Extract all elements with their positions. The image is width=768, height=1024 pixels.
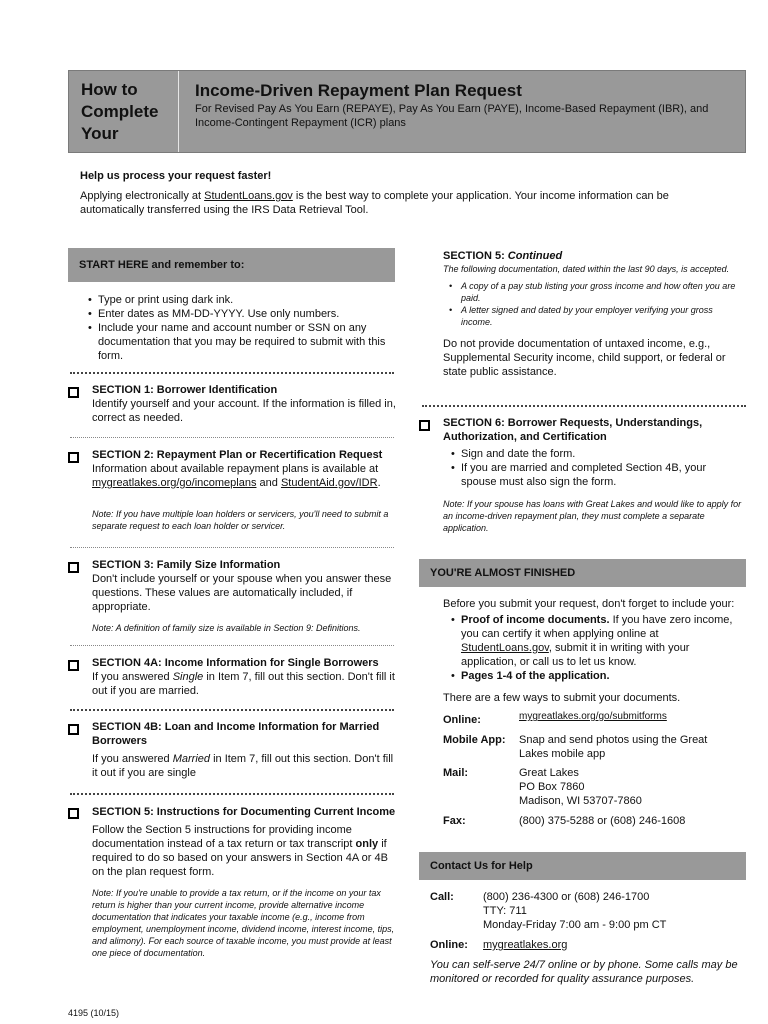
- intro-text-a: Applying electronically at: [80, 190, 205, 202]
- section-4b-text-a: If you answered: [92, 753, 173, 765]
- section-6-list: [443, 447, 743, 489]
- section-4b-body: [92, 752, 398, 780]
- form-code: 4195 (10/15): [68, 1008, 120, 1018]
- section-3-checkbox[interactable]: [68, 562, 79, 573]
- section-3-note: Note: A definition of family size is available in Section 9: Definitions.: [92, 623, 361, 633]
- mobile-app-value: Snap and send photos using the Great Lakes mobile app: [519, 734, 708, 760]
- header-left-panel: [69, 71, 179, 152]
- intro-heading: Help us process your request faster!: [80, 170, 272, 182]
- section-2-and: and: [256, 477, 281, 489]
- list-item: • A copy of a pay stub listing your gross income and how often you are paid.: [443, 280, 743, 304]
- start-here-bar: START HERE and remember to:: [68, 248, 395, 282]
- section-6-title: SECTION 6: Borrower Requests, Understandings, Authorization, and Certification: [443, 417, 703, 443]
- section-5-continued: [443, 249, 743, 379]
- call-value: [483, 890, 666, 932]
- studentaid-idr-link[interactable]: StudentAid.gov/IDR: [280, 477, 378, 489]
- submit-ways-intro: There are a few ways to submit your documents.: [443, 692, 681, 704]
- section-2-checkbox[interactable]: [68, 452, 79, 463]
- section-4b-text-b: in Item 7, fill out this section. Don't fill it out if you are single: [92, 753, 394, 779]
- section-5-continued-title: [443, 249, 743, 263]
- section-2-body: [92, 462, 398, 490]
- mail-line-2: PO Box 7860: [519, 781, 585, 793]
- almost-finished-bar: YOU'RE ALMOST FINISHED: [419, 559, 746, 587]
- section-4a-text-b: in Item 7, fill out this section. Don't fill it out if you are married.: [92, 671, 395, 697]
- call-label: Call:: [430, 891, 454, 903]
- section-4a-checkbox[interactable]: [68, 660, 79, 671]
- section-2-text: Information about available repayment plans is available at: [92, 463, 379, 475]
- section-5-continued-list: [443, 280, 743, 328]
- divider: [70, 793, 394, 795]
- almost-finished-list: [443, 613, 745, 683]
- contact-note: You can self-serve 24/7 online or by phone. Some calls may be monitored or recorded for quality assurance purposes.: [430, 959, 738, 985]
- section-1-title: SECTION 1: Borrower Identification: [92, 384, 278, 396]
- pages-label: Pages 1-4 of the application.: [461, 670, 610, 682]
- start-here-list: [86, 293, 398, 363]
- section-5-continued-word: Continued: [507, 250, 563, 262]
- section-2-note: Note: If you have multiple loan holders or servicers, you'll need to submit a separate request to each loan holder or servicer.: [92, 509, 389, 531]
- mail-address: [519, 766, 642, 808]
- call-line-2: TTY: 711: [483, 905, 527, 917]
- call-line-1: (800) 236-4300 or (608) 246-1700: [483, 891, 650, 903]
- submitforms-link[interactable]: [519, 710, 667, 724]
- studentloans-link[interactable]: StudentLoans.gov: [204, 190, 293, 202]
- divider: [70, 645, 394, 646]
- proof-text-b: , submit it in writing with your application, or call us to let us know.: [461, 642, 690, 668]
- section-3: [92, 558, 398, 634]
- page-header: [68, 70, 746, 153]
- intro: [80, 169, 710, 217]
- list-item: [449, 613, 745, 669]
- proof-text-a: If you have zero income, you can certify it when applying online at: [461, 614, 733, 640]
- section-5-checkbox[interactable]: [68, 808, 79, 819]
- section-1: [92, 383, 398, 425]
- submitforms-url[interactable]: mygreatlakes.org/go/submitforms: [519, 711, 667, 722]
- mygreatlakes-url[interactable]: mygreatlakes.org: [483, 939, 568, 951]
- page-title: Income-Driven Repayment Plan Request: [195, 81, 522, 100]
- list-item: • Include your name and account number or SSN on any documentation that you may be required to submit with this form.: [86, 321, 398, 363]
- list-item: • If you are married and completed Section 4B, your spouse must also sign the form.: [449, 461, 743, 489]
- list-item: • Sign and date the form.: [449, 447, 743, 461]
- divider: [70, 437, 394, 438]
- section-4a: [92, 656, 398, 698]
- section-5-body: [92, 823, 398, 879]
- section-4b-title: SECTION 4B: Loan and Income Information for Married Borrowers: [92, 721, 380, 747]
- studentloans-link[interactable]: StudentLoans.gov: [461, 642, 549, 654]
- section-4a-single: Single: [172, 671, 204, 683]
- section-5-title: SECTION 5: Instructions for Documenting Current Income: [92, 806, 396, 818]
- section-5-text-b: if required to do so based on your answers in Section 4A or 4B on the plan request form.: [92, 838, 388, 878]
- section-5-continued-body: Do not provide documentation of untaxed income, e.g., Supplemental Security income, child support, or federal or state public assistance.: [443, 338, 726, 378]
- online-label: Online:: [443, 714, 481, 726]
- section-5-continued-intro: The following documentation, dated within the last 90 days, is accepted.: [443, 264, 730, 274]
- section-6: [443, 416, 743, 534]
- section-4a-text-a: If you answered: [92, 671, 173, 683]
- almost-finished: [443, 597, 745, 705]
- section-4a-body: [92, 670, 398, 698]
- intro-paragraph: [80, 189, 710, 217]
- section-3-title: SECTION 3: Family Size Information: [92, 559, 281, 571]
- mail-label: Mail:: [443, 767, 469, 779]
- almost-finished-intro: Before you submit your request, don't forget to include your:: [443, 598, 735, 610]
- fax-label: Fax:: [443, 815, 466, 827]
- list-item: [449, 669, 745, 683]
- header-right-panel: [195, 80, 733, 130]
- section-4b-checkbox[interactable]: [68, 724, 79, 735]
- mail-line-3: Madison, WI 53707-7860: [519, 795, 642, 807]
- divider: [422, 405, 746, 407]
- intro-text-b: is the best way to complete your application. Your income information can be automatically transferred using the IRS Data Retrieval Tool.: [80, 190, 669, 216]
- section-6-note: Note: If your spouse has loans with Great Lakes and would like to apply for an income-driven repayment plan, they must complete a separate application.: [443, 499, 742, 533]
- mygreatlakes-link[interactable]: [483, 938, 567, 952]
- page-subtitle: For Revised Pay As You Earn (REPAYE), Pay As You Earn (PAYE), Income-Based Repayment (IBR), and Income-Contingent Repayment (ICR) plans: [195, 103, 709, 129]
- section-1-body: Identify yourself and your account. If the information is filled in, correct as needed.: [92, 398, 396, 424]
- header-how-to: How to Complete Your: [81, 80, 159, 143]
- section-5-continued-label: SECTION 5:: [443, 250, 508, 262]
- divider: [70, 372, 394, 374]
- fax-value: (800) 375-5288 or (608) 246-1608: [519, 815, 686, 827]
- list-item: • Enter dates as MM-DD-YYYY. Use only numbers.: [86, 307, 398, 321]
- submit-methods: [443, 713, 743, 833]
- call-line-3: Monday-Friday 7:00 am - 9:00 pm CT: [483, 919, 667, 931]
- section-6-checkbox[interactable]: [419, 420, 430, 431]
- divider: [70, 547, 394, 548]
- list-item: • A letter signed and dated by your employer verifying your gross income.: [443, 304, 743, 328]
- section-2-title: SECTION 2: Repayment Plan or Recertification Request: [92, 449, 383, 461]
- proof-of-income-label: Proof of income documents.: [461, 614, 610, 626]
- section-2: [92, 448, 398, 532]
- divider: [70, 709, 394, 711]
- section-5-text-a: Follow the Section 5 instructions for providing income documentation instead of a tax return or tax transcript: [92, 824, 356, 850]
- section-1-checkbox[interactable]: [68, 387, 79, 398]
- section-5: [92, 805, 398, 959]
- section-5-note: Note: If you're unable to provide a tax return, or if the income on your tax return is higher than your current income, provide alternative income documentation that indicates your taxable income (e.g., income from employment, unemployment income, dividend income, interest income, tips, and alimony). For each source of taxable income, you must provide at least one piece of documentation.: [92, 888, 395, 958]
- section-4b: [92, 720, 398, 780]
- contact-online-label: Online:: [430, 939, 468, 951]
- incomeplans-link[interactable]: mygreatlakes.org/go/incomeplans: [92, 477, 257, 489]
- section-4a-title: SECTION 4A: Income Information for Single Borrowers: [92, 657, 379, 669]
- section-3-body: Don't include yourself or your spouse when you answer these questions. These values are automatically included, if appropriate.: [92, 573, 392, 613]
- section-2-dot: .: [377, 477, 381, 489]
- contact-bar: Contact Us for Help: [419, 852, 746, 880]
- list-item: • Type or print using dark ink.: [86, 293, 398, 307]
- section-4b-married: Married: [172, 753, 211, 765]
- mobile-app-label: Mobile App:: [443, 734, 506, 746]
- contact-info: [430, 890, 740, 990]
- section-5-only: only: [355, 838, 379, 850]
- mail-line-1: Great Lakes: [519, 767, 579, 779]
